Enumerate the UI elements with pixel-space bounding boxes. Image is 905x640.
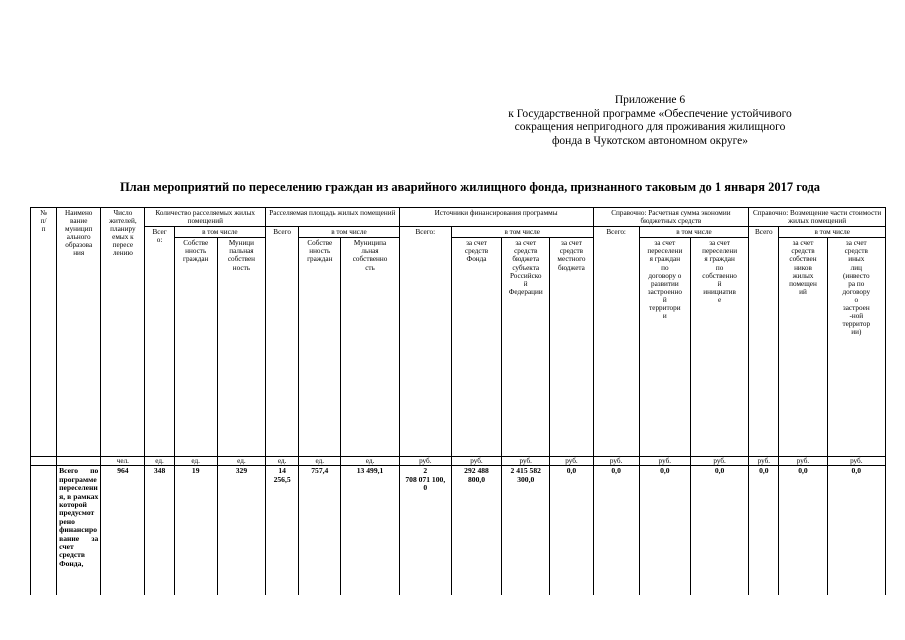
unit-cell: ед. — [174, 457, 217, 466]
unit-cell: руб. — [550, 457, 593, 466]
header-area-private: Собстве нность граждан — [299, 238, 341, 457]
header-sources-group: Источники финансирования программы — [399, 208, 593, 227]
unit-cell: ед. — [266, 457, 299, 466]
row-sav-own: 0,0 — [690, 466, 748, 595]
unit-cell: руб. — [639, 457, 690, 466]
row-rooms-total: 348 — [145, 466, 174, 595]
row-ref-other: 0,0 — [827, 466, 885, 595]
header-ref-total: Всего — [749, 227, 779, 457]
header-area-incl: в том числе — [299, 227, 399, 238]
row-ref-owners: 0,0 — [779, 466, 827, 595]
unit-cell: руб. — [749, 457, 779, 466]
row-area-total: 14 256,5 — [266, 466, 299, 595]
header-local-budget: за счет средств местного бюджета — [550, 238, 593, 457]
header-fin-total: Всего: — [399, 227, 451, 457]
header-area-total: Всего — [266, 227, 299, 457]
header-rooms-municipal: Муници пальная собствен ность — [217, 238, 265, 457]
unit-cell: руб. — [399, 457, 451, 466]
row-fin-fund: 292 488 800,0 — [451, 466, 501, 595]
row-area-municipal: 13 499,1 — [341, 466, 399, 595]
header-rooms-total: Всег о: — [145, 227, 174, 457]
row-rooms-private: 19 — [174, 466, 217, 595]
header-savings-group: Справочно: Расчетная сумма экономии бюджетных средств — [593, 208, 749, 227]
header-municipality: Наимено вание муницип ального образова ния — [57, 208, 101, 457]
header-area-group: Расселяемая площадь жилых помещений — [266, 208, 400, 227]
document-title: План мероприятий по переселению граждан из аварийного жилищного фонда, признанного таковым до 1 января 2017 года — [119, 180, 821, 194]
row-fin-local: 0,0 — [550, 466, 593, 595]
unit-cell: руб. — [827, 457, 885, 466]
appendix-program-line: к Государственной программе «Обеспечение устойчивого — [508, 107, 792, 120]
row-ref-total: 0,0 — [749, 466, 779, 595]
unit-cell: ед. — [341, 457, 399, 466]
row-number-cell — [31, 466, 57, 595]
units-row — [31, 457, 886, 466]
appendix-caption — [440, 94, 860, 148]
resettlement-plan-table — [30, 207, 886, 595]
row-sav-developer: 0,0 — [639, 466, 690, 595]
header-refund-group: Справочно: Возмещение части стоимости жилых помещений — [749, 208, 886, 227]
unit-cell: ед. — [217, 457, 265, 466]
appendix-program-line: фонда в Чукотском автономном округе» — [551, 134, 749, 147]
header-rooms-private: Собстве нность граждан — [174, 238, 217, 457]
unit-cell: руб. — [451, 457, 501, 466]
unit-cell: руб. — [779, 457, 827, 466]
row-sav-total: 0,0 — [593, 466, 639, 595]
unit-cell: руб. — [690, 457, 748, 466]
header-rooms-incl: в том числе — [174, 227, 265, 238]
unit-cell: ед. — [299, 457, 341, 466]
header-savings-own: за счет переселени я граждан по собственно й инициатив е — [690, 238, 748, 457]
row-area-private: 757,4 — [299, 466, 341, 595]
header-fund: за счет средств Фонда — [451, 238, 501, 457]
header-fin-incl: в том числе — [451, 227, 593, 238]
header-refund-owners: за счет средств собствен ников жилых помещен ий — [779, 238, 827, 457]
header-sav-total: Всего: — [593, 227, 639, 457]
header-residents: Число жителей, планиру емых к пересе лению — [101, 208, 145, 457]
row-rooms-municipal: 329 — [217, 466, 265, 595]
unit-cell: руб. — [502, 457, 550, 466]
header-ref-incl: в том числе — [779, 227, 886, 238]
unit-cell: чел. — [101, 457, 145, 466]
unit-cell: ед. — [145, 457, 174, 466]
row-residents: 964 — [101, 466, 145, 595]
unit-cell: руб. — [593, 457, 639, 466]
header-area-municipal: Муниципа льная собственно сть — [341, 238, 399, 457]
header-savings-developer: за счет переселени я граждан по договору о развитии застроенно й территори и — [639, 238, 690, 457]
header-row-number: № п/ п — [31, 208, 57, 457]
row-fin-regional: 2 415 582 300,0 — [502, 466, 550, 595]
header-refund-other: за счет средств иных лиц (инвесто ра по договору о застроен -ной территор ии) — [827, 238, 885, 457]
unit-cell — [31, 457, 57, 466]
header-sav-incl: в том числе — [639, 227, 749, 238]
appendix-program-line: сокращения непригодного для проживания жилищного — [514, 121, 786, 133]
header-rooms-group: Количество расселяемых жилых помещений — [145, 208, 266, 227]
table-row — [31, 466, 886, 595]
row-label: Всего по программе переселения, в рамках которой предусмотрено финансирование за счет средств Фонда, — [57, 466, 101, 595]
header-regional-budget: за счет средств бюджета субъекта Российско й Федерации — [502, 238, 550, 457]
row-fin-total: 2 708 071 100, 0 — [399, 466, 451, 595]
appendix-number: Приложение 6 — [614, 94, 686, 106]
unit-cell — [57, 457, 101, 466]
